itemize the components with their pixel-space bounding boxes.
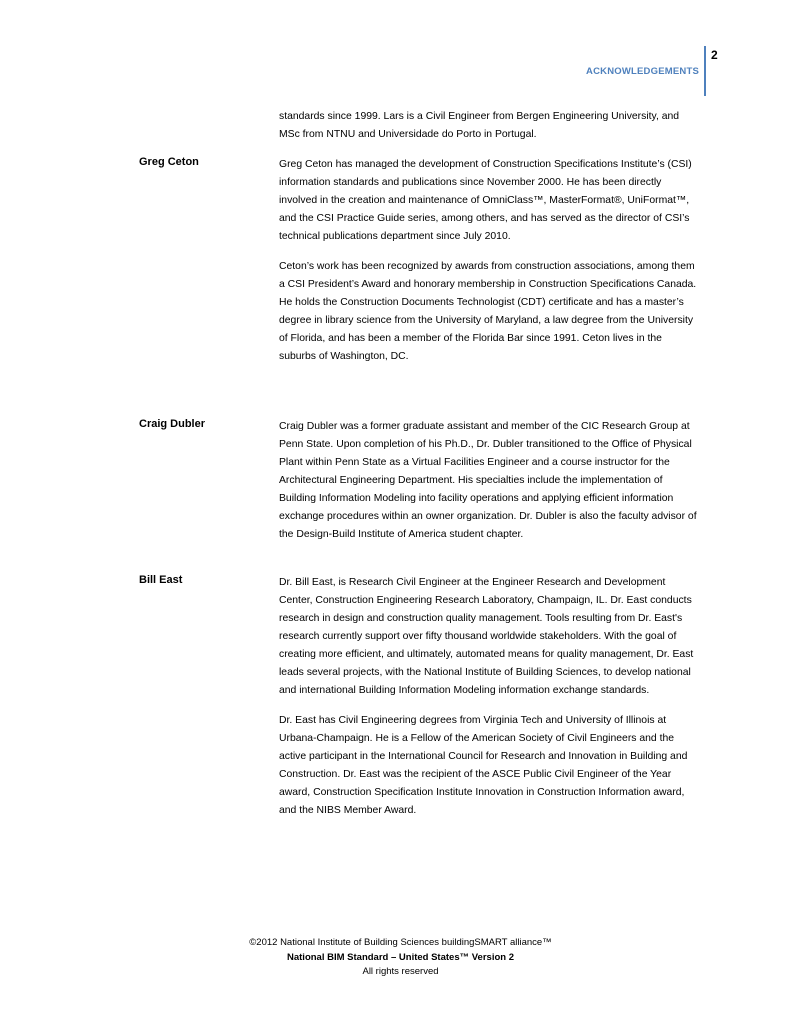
bio-paragraph: Craig Dubler was a former graduate assistant and member of the CIC Research Group at Penn State. Upon completion of his Ph.D., Dr. Dubler transitioned to the Office of Physical Plant within Penn State as a Virtual Facilities Engineer and a course instructor for the Architectural Engineering Department. His specialties include the implementation of Building Information Modeling into facility operations and applying efficient information exchange procedures within an owner organization. Dr. Dubler is also the faculty advisor of the Design-Build Institute of America student chapter. [279, 421, 697, 540]
intro-paragraph: standards since 1999. Lars is a Civil Engineer from Bergen Engineering University, and MSc from NTNU and Universidade do Porto in Portugal. [279, 111, 680, 140]
person-name: Craig Dubler [139, 418, 206, 430]
person-name: Bill East [139, 574, 183, 586]
footer-standard: National BIM Standard – United States™ Version 2 [287, 951, 514, 963]
section-title: ACKNOWLEDGEMENTS [586, 66, 699, 77]
bio-paragraph: Dr. Bill East, is Research Civil Engineer at the Engineer Research and Development Center, Construction Engineering Research Laboratory, Champaign, IL. Dr. East conducts research in design and construction quality management. Tools resulting from Dr. East's research currently support over fifty thousand worldwide stakeholders. With the goal of creating more efficient, and ultimately, automated means for quality management, Dr. East leads several projects, with the National Institute of Building Sciences, to develop national and international Building Information Modeling information exchange standards. [279, 577, 694, 696]
person-name: Greg Ceton [139, 156, 199, 168]
person-bio [279, 418, 699, 556]
intro-bio [279, 108, 699, 156]
bio-paragraph: Ceton’s work has been recognized by awards from construction associations, among them a CSI President’s Award and honorary membership in Construction Specifications Canada. He holds the Construction Documents Technologist (CDT) certificate and has a master’s degree in library science from the University of Maryland, a law degree from the University of Florida, and has been a member of the Florida Bar since 1991. Ceton lives in the suburbs of Washington, DC. [279, 261, 697, 362]
footer-rights: All rights reserved [362, 966, 439, 977]
bio-paragraph: Greg Ceton has managed the development of Construction Specifications Institute’s (CSI) information standards and publications since November 2000. He has been directly involved in the creation and maintenance of OmniClass™, MasterFormat®, UniFormat™, and the CSI Practice Guide series, among others, and has served as the director of CSI’s technical publications department since July 2010. [279, 159, 692, 242]
header-rule [704, 46, 706, 96]
footer-copyright: ©2012 National Institute of Building Sciences buildingSMART alliance™ [249, 937, 552, 948]
page-number: 2 [711, 48, 718, 62]
bio-paragraph: Dr. East has Civil Engineering degrees from Virginia Tech and University of Illinois at Urbana-Champaign. He is a Fellow of the American Society of Civil Engineers and the active participant in the International Council for Research and Innovation in Building and Construction. Dr. East was the recipient of the ASCE Public Civil Engineer of the Year award, Construction Specification Institute Innovation in Construction Information award, and the NIBS Member Award. [279, 715, 688, 816]
person-bio [279, 156, 699, 378]
page-footer [0, 936, 791, 980]
person-bio [279, 574, 699, 832]
